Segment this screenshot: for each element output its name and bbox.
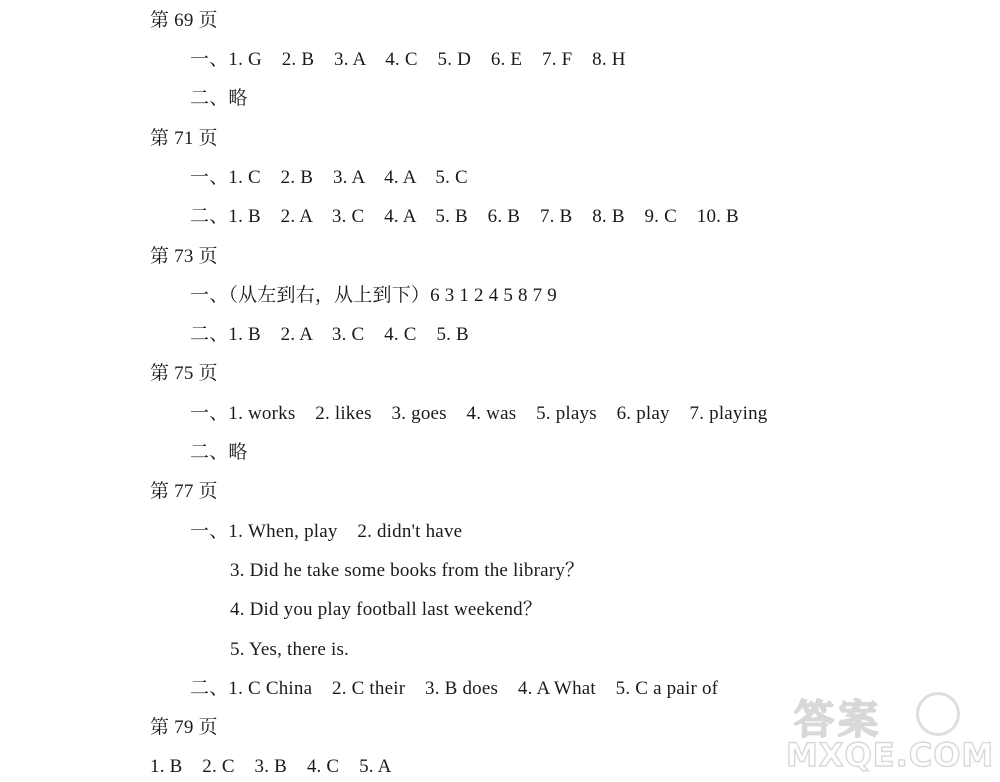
answer-line-75-1: 一、1. works 2. likes 3. goes 4. was 5. plays 6. play 7. playing [190, 403, 768, 424]
site-watermark [786, 688, 995, 778]
watermark-bottom-text: MXQE.COM [786, 736, 995, 774]
answer-line-77-2: 二、1. C China 2. C their 3. B does 4. A What 5. C a pair of [190, 678, 719, 699]
answer-line-73-1: 一、（从左到右，从上到下）6 3 1 2 4 5 8 7 9 [190, 285, 558, 306]
answer-line-77-1: 一、1. When, play 2. didn't have [190, 521, 463, 542]
answer-line-69-1: 一、1. G 2. B 3. A 4. C 5. D 6. E 7. F 8. H [190, 49, 626, 70]
page-heading-75: 第 75 页 [150, 363, 218, 384]
answer-line-77-3: 3. Did he take some books from the library？ [230, 560, 585, 581]
answer-line-75-2: 二、略 [190, 442, 248, 463]
page-heading-69: 第 69 页 [150, 10, 218, 31]
answer-line-77-4: 4. Did you play football last weekend？ [230, 599, 543, 620]
answer-line-71-2: 二、1. B 2. A 3. C 4. A 5. B 6. B 7. B 8. B 9. C 10. B [190, 206, 739, 227]
watermark-circle-icon [916, 692, 960, 736]
watermark-top-text: 答案 [794, 697, 882, 743]
answer-line-79: 1. B 2. C 3. B 4. C 5. A [150, 756, 392, 777]
page-heading-71: 第 71 页 [150, 128, 218, 149]
answer-line-71-1: 一、1. C 2. B 3. A 4. A 5. C [190, 167, 468, 188]
answer-line-73-2: 二、1. B 2. A 3. C 4. C 5. B [190, 324, 469, 345]
page-heading-77: 第 77 页 [150, 481, 218, 502]
page-heading-73: 第 73 页 [150, 246, 218, 267]
answer-line-69-2: 二、略 [190, 88, 248, 109]
page-heading-79: 第 79 页 [150, 717, 218, 738]
answer-line-77-5: 5. Yes, there is. [230, 639, 349, 660]
